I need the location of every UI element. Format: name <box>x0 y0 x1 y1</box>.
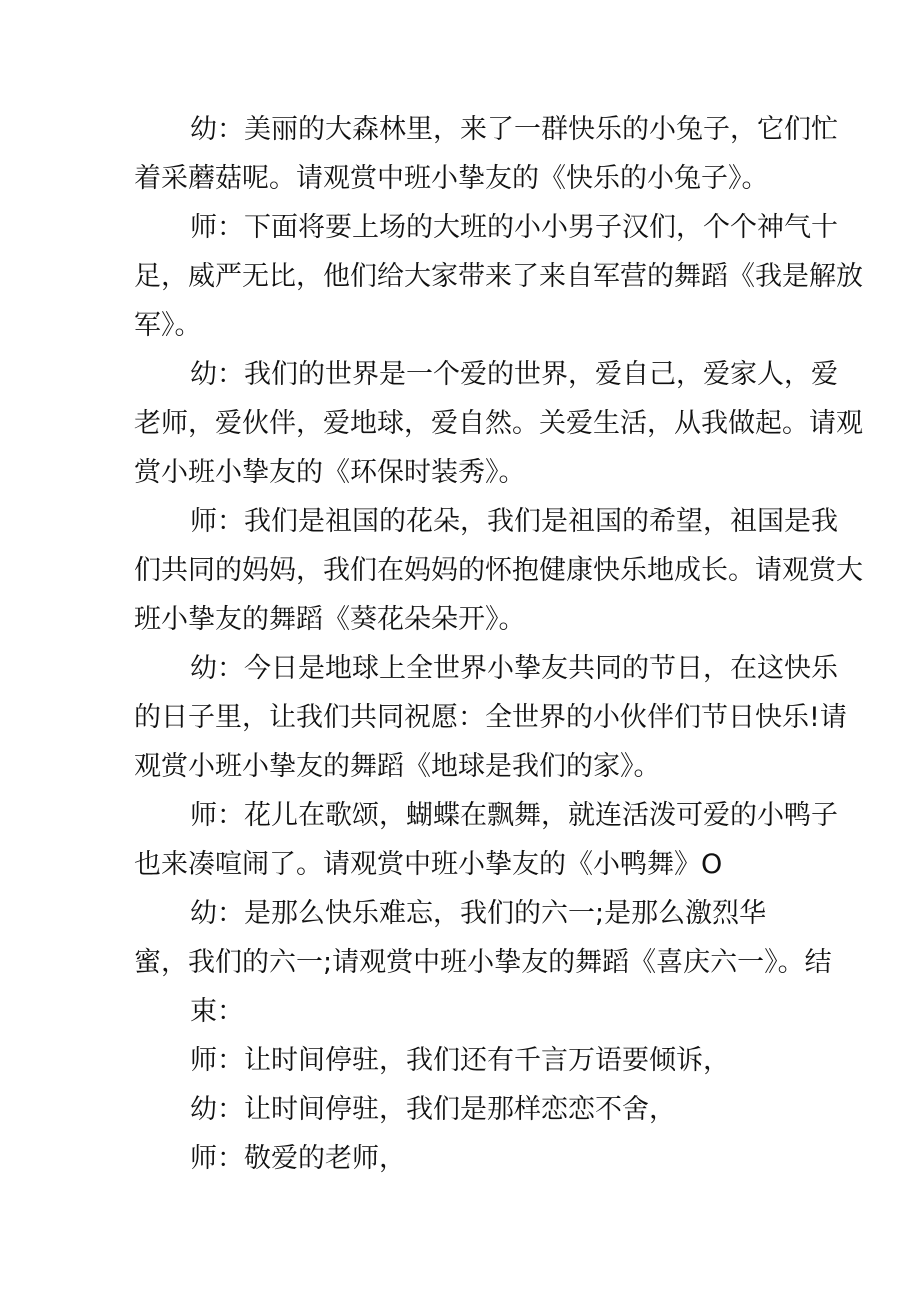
paragraph-line-15: 师：花儿在歌颂，蝴蝶在飘舞，就连活泼可爱的小鸭子 <box>190 800 838 831</box>
paragraph-line-7: 老师，爱伙伴，爱地球，爱自然。关爱生活，从我做起。请观 <box>134 408 863 439</box>
paragraph-line-22: 师：敬爱的老师， <box>190 1143 406 1174</box>
paragraph-line-2: 着采蘑菇呢。请观赏中班小挚友的《快乐的小兔子》。 <box>134 163 769 194</box>
paragraph-line-12: 幼：今日是地球上全世界小挚友共同的节日，在这快乐 <box>190 653 838 684</box>
paragraph-line-3: 师：下面将要上场的大班的小小男子汉们，个个神气十 <box>190 212 838 243</box>
paragraph-line-18: 蜜，我们的六一;请观赏中班小挚友的舞蹈《喜庆六一》。结 <box>134 947 832 978</box>
paragraph-line-13: 的日子里，让我们共同祝愿：全世界的小伙伴们节日快乐!请 <box>134 702 847 733</box>
paragraph-line-4: 足，威严无比，他们给大家带来了来自军营的舞蹈《我是解放 <box>134 261 863 292</box>
paragraph-line-21: 幼：让时间停驻，我们是那样恋恋不舍， <box>190 1094 676 1125</box>
paragraph-line-8: 赏小班小挚友的《环保时装秀》。 <box>134 457 526 488</box>
paragraph-line-17: 幼：是那么快乐难忘，我们的六一;是那么激烈华 <box>190 898 767 929</box>
paragraph-line-10: 们共同的妈妈，我们在妈妈的怀抱健康快乐地成长。请观赏大 <box>134 555 863 586</box>
paragraph-line-6: 幼：我们的世界是一个爱的世界，爱自己，爱家人，爱 <box>190 359 838 390</box>
paragraph-line-9: 师：我们是祖国的花朵，我们是祖国的希望，祖国是我 <box>190 506 838 537</box>
paragraph-line-16: 也来凑喧闹了。请观赏中班小挚友的《小鸭舞》O <box>134 849 723 880</box>
paragraph-line-1: 幼：美丽的大森林里，来了一群快乐的小兔子，它们忙 <box>190 114 838 145</box>
paragraph-line-20: 师：让时间停驻，我们还有千言万语要倾诉， <box>190 1045 730 1076</box>
paragraph-line-19: 束： <box>190 996 244 1027</box>
paragraph-line-14: 观赏小班小挚友的舞蹈《地球是我们的家》。 <box>134 751 661 782</box>
paragraph-line-11: 班小挚友的舞蹈《葵花朵朵开》。 <box>134 604 526 635</box>
paragraph-line-5: 军》。 <box>134 310 202 341</box>
